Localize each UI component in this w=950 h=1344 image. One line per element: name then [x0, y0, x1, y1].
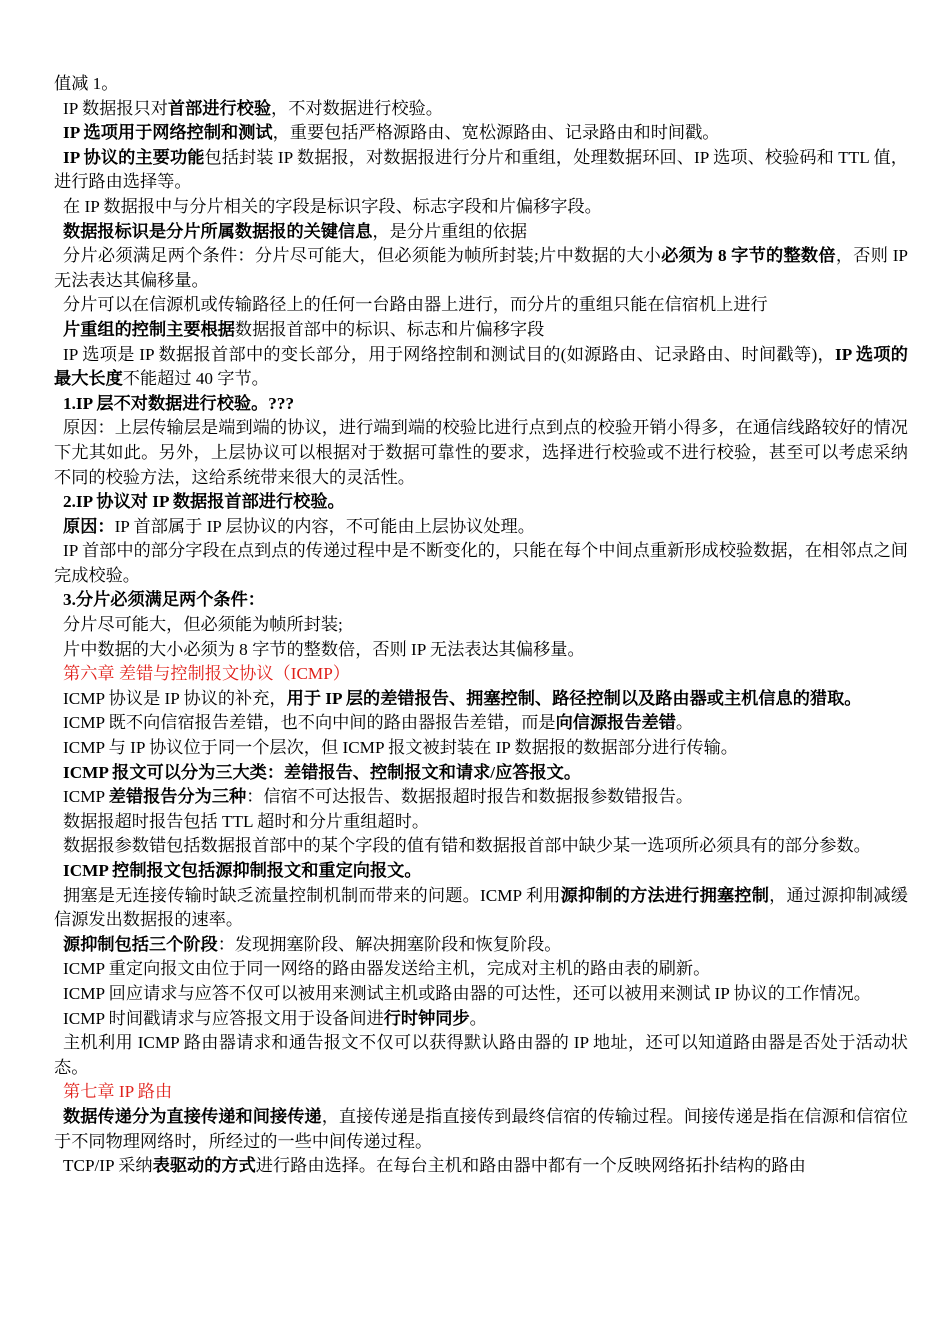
text-run: 片中数据的大小必须为 8 字节的整数倍，否则 IP 无法表达其偏移量。: [63, 639, 585, 659]
text-run: ICMP: [63, 787, 109, 807]
document-body: [54, 72, 908, 1179]
text-run: ，直接传递是指直接传到最终信宿的传输过程。间接传递是指在信源和信宿位于不同物理网络时，所经过的一些中间传递过程。: [54, 1106, 908, 1151]
text-run: ICMP 回应请求与应答不仅可以被用来测试主机或路由器的可达性，还可以被用来测试 IP 协议的工作情况。: [63, 983, 871, 1003]
paragraph: [54, 416, 908, 490]
text-run: ICMP 既不向信宿报告差错，也不向中间的路由器报告差错，而是: [63, 713, 556, 733]
text-run: ICMP 重定向报文由位于同一网络的路由器发送给主机，完成对主机的路由表的刷新。: [63, 959, 711, 979]
bold-text-run: 3.分片必须满足两个条件：: [63, 590, 265, 610]
paragraph: [54, 97, 908, 122]
text-run: ：发现拥塞阶段、解决拥塞阶段和恢复阶段。: [217, 934, 562, 954]
text-run: 数据报首部中的标识、标志和片偏移字段: [234, 319, 545, 339]
bold-text-run: 行时钟同步: [383, 1008, 470, 1028]
bold-text-run: 2.IP 协议对 IP 数据报首部进行校验。: [63, 492, 345, 512]
text-run: ，通过源抑制减缓信源发出数据报的速率。: [54, 885, 908, 930]
text-run: 数据报参数错包括数据报首部中的某个字段的值有错和数据报首部中缺少某一选项所必须具有的部分参数。: [63, 836, 871, 856]
text-run: 拥塞是无连接传输时缺乏流量控制机制而带来的问题。ICMP 利用: [63, 885, 561, 905]
paragraph: [54, 613, 908, 638]
paragraph: [54, 72, 908, 97]
bold-text-run: ICMP 报文可以分为三大类：差错报告、控制报文和请求/应答报文。: [63, 762, 582, 782]
bold-text-run: 首部进行校验: [167, 98, 272, 118]
paragraph: [54, 121, 908, 146]
text-run: ，重要包括严格源路由、宽松源路由、记录路由和时间戳。: [272, 123, 720, 143]
paragraph: [54, 146, 908, 195]
paragraph: [54, 810, 908, 835]
paragraph: [54, 736, 908, 761]
paragraph: [54, 834, 908, 859]
text-run: 在 IP 数据报中与分片相关的字段是标识字段、标志字段和片偏移字段。: [63, 196, 602, 216]
paragraph: [54, 1007, 908, 1032]
bold-text-run: IP 选项的最大长度: [54, 344, 908, 389]
bold-text-run: 源抑制的方法进行拥塞控制: [560, 885, 770, 905]
paragraph: [54, 515, 908, 540]
paragraph: [54, 1031, 908, 1080]
text-run: ICMP 协议是 IP 协议的补充，: [63, 688, 287, 708]
paragraph: [54, 490, 908, 515]
bold-text-run: 数据报标识是分片所属数据报的关键信息: [63, 221, 373, 241]
bold-text-run: 用于 IP 层的差错报告、拥塞控制、路径控制以及路由器或主机信息的猎取。: [286, 688, 862, 708]
paragraph: [54, 220, 908, 245]
bold-text-run: 数据传递分为直接传递和间接传递: [63, 1106, 322, 1126]
paragraph: [54, 638, 908, 663]
paragraph: [54, 785, 908, 810]
text-run: ：信宿不可达报告、数据报超时报告和数据报参数错报告。: [246, 787, 694, 807]
text-run: ，不对数据进行校验。: [271, 98, 443, 118]
text-run: IP 首部属于 IP 层协议的内容，不可能由上层协议处理。: [114, 516, 535, 536]
text-run: 原因：上层传输层是端到端的协议，进行端到端的校验比进行点到点的校验开销小得多，在通信线路较好的情况下尤其如此。另外，上层协议可以根据对于数据可靠性的要求，选择进行校验或不进行校验，甚至可以考虑采纳不同的校验方法，这给系统带来很大的灵活性。: [54, 418, 908, 487]
paragraph: [54, 539, 908, 588]
paragraph: [54, 884, 908, 933]
paragraph: [54, 687, 908, 712]
bold-text-run: 1.IP 层不对数据进行校验。???: [63, 393, 295, 413]
bold-text-run: 向信源报告差错: [555, 713, 676, 733]
paragraph: [54, 318, 908, 343]
chapter-heading: [54, 1080, 908, 1105]
text-run: 数据报超时报告包括 TTL 超时和分片重组超时。: [63, 811, 430, 831]
text-run: TCP/IP 采纳: [63, 1156, 153, 1176]
chapter-heading: [54, 662, 908, 687]
text-run: 分片尽可能大，但必须能为帧所封装;: [63, 615, 343, 635]
text-run: IP 首部中的部分字段在点到点的传递过程中是不断变化的，只能在每个中间点重新形成校验数据，在相邻点之间完成校验。: [54, 541, 908, 585]
bold-text-run: ICMP 控制报文包括源抑制报文和重定向报文。: [63, 861, 422, 880]
bold-text-run: 必须为 8 字节的整数倍: [661, 246, 836, 266]
paragraph: [54, 1105, 908, 1154]
bold-text-run: IP 协议的主要功能: [63, 147, 205, 167]
text-run: 第六章 差错与控制报文协议（ICMP）: [63, 664, 350, 684]
paragraph: [54, 711, 908, 736]
bold-text-run: 源抑制包括三个阶段: [63, 934, 218, 954]
text-run: IP 选项是 IP 数据报首部中的变长部分，用于网络控制和测试目的(如源路由、记录路由、时间戳等)，: [63, 344, 835, 364]
text-run: IP 数据报只对: [63, 98, 168, 118]
bold-text-run: 差错报告分为三种: [108, 787, 247, 807]
text-run: ，是分片重组的依据: [372, 221, 528, 241]
text-run: ICMP 时间戳请求与应答报文用于设备间进: [63, 1008, 384, 1028]
text-run: 。: [469, 1008, 487, 1028]
text-run: 值减 1。: [54, 74, 119, 93]
paragraph: [54, 859, 908, 884]
text-run: 第七章 IP 路由: [63, 1082, 173, 1102]
text-run: 。: [675, 713, 694, 733]
text-run: 主机利用 ICMP 路由器请求和通告报文不仅可以获得默认路由器的 IP 地址，还可以知道路由器是否处于活动状态。: [54, 1033, 908, 1077]
text-run: ICMP 与 IP 协议位于同一个层次，但 ICMP 报文被封装在 IP 数据报的数据部分进行传输。: [63, 738, 738, 758]
paragraph: [54, 1154, 908, 1179]
bold-text-run: 原因：: [63, 516, 115, 536]
bold-text-run: 表驱动的方式: [152, 1156, 256, 1176]
paragraph: [54, 195, 908, 220]
paragraph: [54, 933, 908, 958]
text-run: 进行路由选择。在每台主机和路由器中都有一个反映网络拓扑结构的路由: [255, 1156, 806, 1176]
paragraph: [54, 343, 908, 392]
bold-text-run: 片重组的控制主要根据: [63, 319, 235, 339]
text-run: 包括封装 IP 数据报，对数据报进行分片和重组，处理数据环回、IP 选项、校验码和 TTL 值，进行路由选择等。: [54, 147, 908, 192]
paragraph: [54, 392, 908, 417]
bold-text-run: IP 选项用于网络控制和测试: [63, 123, 273, 143]
paragraph: [54, 761, 908, 786]
text-run: ，否则 IP 无法表达其偏移量。: [54, 246, 908, 290]
text-run: 分片必须满足两个条件：分片尽可能大，但必须能为帧所封装;片中数据的大小: [63, 246, 662, 266]
text-run: 不能超过 40 字节。: [122, 369, 269, 389]
text-run: 分片可以在信源机或传输路径上的任何一台路由器上进行，而分片的重组只能在信宿机上进行: [63, 295, 768, 315]
paragraph: [54, 293, 908, 318]
paragraph: [54, 244, 908, 293]
paragraph: [54, 982, 908, 1007]
paragraph: [54, 957, 908, 982]
paragraph: [54, 588, 908, 613]
